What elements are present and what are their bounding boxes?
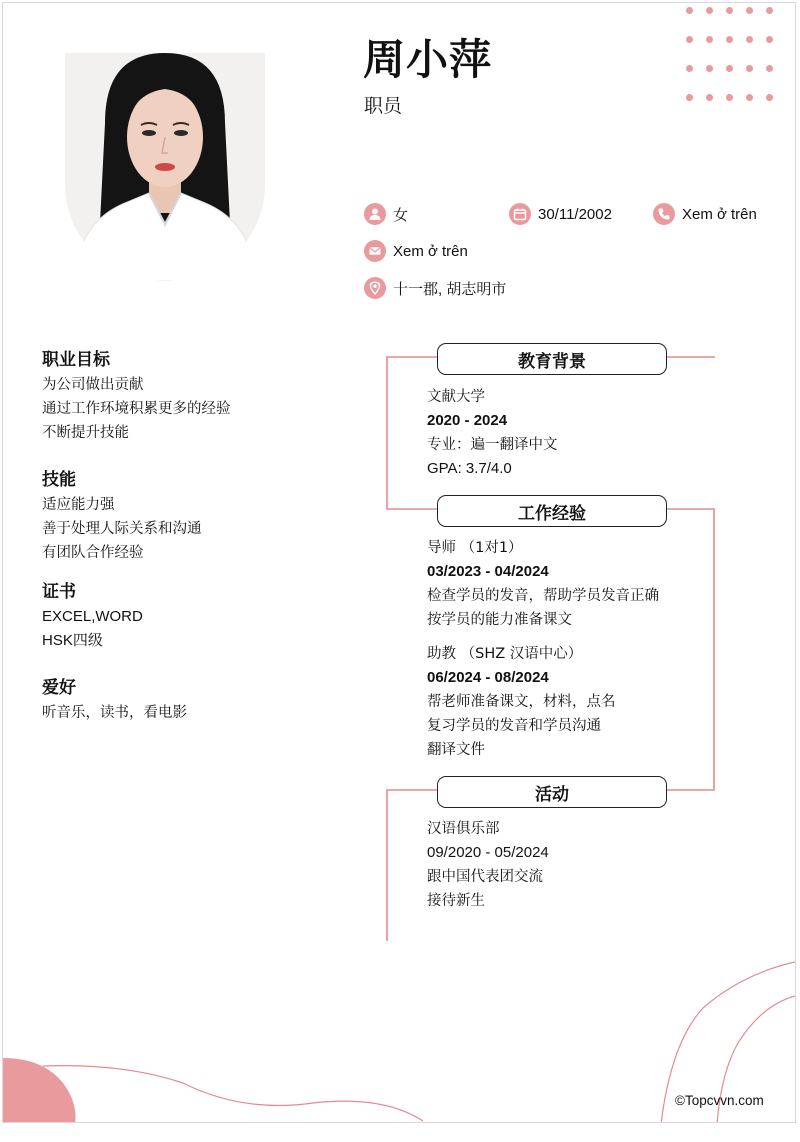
skills-line: 善于处理人际关系和沟通 (42, 521, 202, 537)
objective-line: 为公司做出贡献 (42, 377, 144, 393)
section-pill-education: 教育背景 (437, 343, 667, 375)
education-school: 文献大学 (427, 389, 485, 405)
section-pill-activities: 活动 (437, 776, 667, 808)
job-duty: 按学员的能力准备课文 (427, 612, 572, 628)
objective-line: 通过工作环境积累更多的经验 (42, 401, 231, 417)
activity-period: 09/2020 - 05/2024 (427, 844, 549, 861)
job-duty: 翻译文件 (427, 742, 485, 758)
certificates-title: 证书 (42, 582, 76, 602)
resume-page (2, 2, 796, 1123)
skills-line: 有团队合作经验 (42, 545, 144, 561)
hobbies-line: 听音乐，读书，看电影 (42, 705, 187, 721)
skills-line: 适应能力强 (42, 497, 115, 513)
job-duty: 检查学员的发音，帮助学员发音正确 (427, 588, 659, 604)
job-role: 导师 （1对1） (427, 540, 523, 556)
decorative-blob (3, 1058, 76, 1123)
objective-line: 不断提升技能 (42, 425, 129, 441)
skills-title: 技能 (42, 470, 76, 490)
job-role: 助教 （SHZ 汉语中心） (427, 646, 583, 662)
birthday-value: 30/11/2002 (538, 205, 612, 223)
job-period: 06/2024 - 08/2024 (427, 669, 549, 686)
decorative-wave (43, 1066, 423, 1121)
objective-title: 职业目标 (42, 350, 110, 370)
certificate-line: HSK四级 (42, 632, 103, 649)
decorative-curves (3, 3, 796, 1123)
education-period: 2020 - 2024 (427, 412, 508, 429)
phone-value: Xem ở trên (682, 205, 757, 223)
address-value: 十一郡, 胡志明市 (393, 280, 507, 298)
job-title: 职员 (364, 95, 403, 117)
activity-org: 汉语俱乐部 (427, 821, 500, 837)
copyright-text: ©Topcvvn.com (675, 1093, 764, 1108)
section-pill-work: 工作经验 (437, 495, 667, 527)
job-duty: 帮老师准备课文，材料，点名 (427, 694, 616, 710)
hobbies-title: 爱好 (42, 678, 76, 698)
candidate-name: 周小萍 (363, 35, 493, 84)
gender-value: 女 (393, 206, 409, 224)
education-gpa: GPA: 3.7/4.0 (427, 460, 512, 477)
activity-line: 接待新生 (427, 893, 485, 909)
certificate-line: EXCEL,WORD (42, 608, 143, 625)
job-duty: 复习学员的发音和学员沟通 (427, 718, 601, 734)
activity-line: 跟中国代表团交流 (427, 869, 543, 885)
job-period: 03/2023 - 04/2024 (427, 563, 549, 580)
education-major: 专业：遍一翻译中文 (427, 437, 558, 453)
email-value: Xem ở trên (393, 242, 468, 260)
